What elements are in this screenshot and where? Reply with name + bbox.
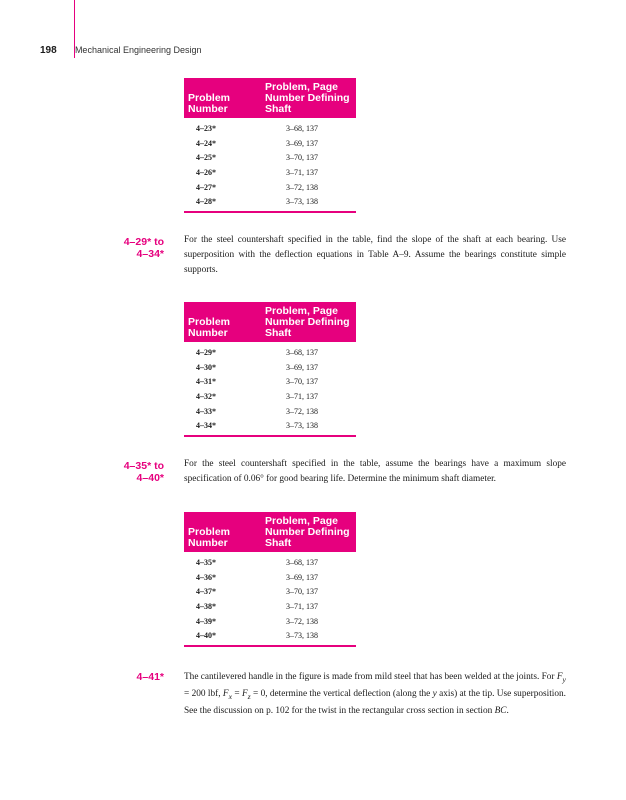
problem-number-cell: 4–37* — [196, 587, 216, 597]
problem-number-cell: 4–29* — [196, 348, 216, 357]
problem-label-4-35: 4–35* to 4–40* — [123, 460, 164, 484]
problem-number-cell: 4–39* — [196, 616, 216, 626]
reference-cell: 3–68, 137 — [286, 558, 318, 567]
table-row — [184, 181, 356, 196]
problem-number-cell: 4–32* — [196, 392, 216, 402]
table-row — [184, 137, 356, 152]
reference-cell: 3–70, 137 — [286, 153, 318, 163]
reference-cell: 3–72, 138 — [286, 616, 318, 626]
problem-text-4-35: For the steel countershaft specified in the table, assume the bearings have a maximum slope specification of 0.06° for good bearing life. Determine the minimum shaft diameter. — [184, 459, 566, 484]
force-fz: F — [241, 688, 248, 699]
header-problem-number: Problem Number — [188, 316, 231, 339]
page-number: 198 — [40, 45, 57, 56]
table-row — [184, 390, 356, 405]
problem-number-cell: 4–27* — [196, 182, 216, 192]
table-row — [184, 629, 356, 644]
header-problem-number: Problem Number — [188, 92, 231, 115]
problem-text-4-29: For the steel countershaft specified in the table, find the slope of the shaft at each bearing. Use superposition with the deflection equations in Table A–9. Assume the bearings constitute simple supports. — [184, 235, 566, 275]
table-bottom-rule — [184, 435, 356, 437]
table-row — [184, 375, 356, 390]
reference-cell: 3–72, 138 — [286, 406, 318, 416]
shaft-table-3 — [184, 512, 356, 647]
reference-cell: 3–73, 138 — [286, 421, 318, 431]
reference-cell: 3–68, 137 — [286, 348, 318, 357]
table-row — [184, 166, 356, 181]
reference-cell: 3–71, 137 — [286, 602, 318, 612]
table-row — [184, 419, 356, 434]
table-row — [184, 405, 356, 420]
table-header — [184, 302, 356, 342]
problem-number-cell: 4–23* — [196, 124, 216, 133]
problem-number-cell: 4–25* — [196, 153, 216, 163]
table-row — [184, 556, 356, 571]
problem-number-cell: 4–33* — [196, 406, 216, 416]
problem-number-cell: 4–36* — [196, 572, 216, 582]
table-row — [184, 122, 356, 137]
problem-number-cell: 4–34* — [196, 421, 216, 431]
problem-number-cell: 4–35* — [196, 558, 216, 567]
shaft-table-1 — [184, 78, 356, 213]
shaft-table-2 — [184, 302, 356, 437]
table-header — [184, 78, 356, 118]
header-page-defining-shaft: Problem, Page Number Defining Shaft — [265, 305, 350, 339]
force-fy: F — [556, 672, 563, 682]
table-row — [184, 195, 356, 210]
reference-cell: 3–69, 137 — [286, 572, 318, 582]
reference-cell: 3–69, 137 — [286, 138, 318, 148]
table-bottom-rule — [184, 645, 356, 647]
header-page-defining-shaft: Problem, Page Number Defining Shaft — [265, 81, 350, 115]
problem-label-4-29: 4–29* to 4–34* — [123, 236, 164, 260]
running-header — [40, 45, 202, 56]
reference-cell: 3–70, 137 — [286, 377, 318, 387]
table-row — [184, 346, 356, 361]
table-header — [184, 512, 356, 552]
table-row — [184, 615, 356, 630]
problem-number-cell: 4–30* — [196, 362, 216, 372]
problem-number-cell: 4–31* — [196, 377, 216, 387]
table-row — [184, 571, 356, 586]
reference-cell: 3–68, 137 — [286, 124, 318, 133]
force-fx: F — [222, 688, 229, 699]
header-page-defining-shaft: Problem, Page Number Defining Shaft — [265, 515, 350, 549]
reference-cell: 3–71, 137 — [286, 392, 318, 402]
problem-label-4-41: 4–41* — [136, 671, 164, 683]
reference-cell: 3–69, 137 — [286, 362, 318, 372]
table-bottom-rule — [184, 211, 356, 213]
problem-number-cell: 4–24* — [196, 138, 216, 148]
problem-number-cell: 4–26* — [196, 168, 216, 178]
table-row — [184, 600, 356, 615]
problem-number-cell: 4–28* — [196, 197, 216, 207]
reference-cell: 3–73, 138 — [286, 631, 318, 641]
header-problem-number: Problem Number — [188, 526, 231, 549]
table-row — [184, 151, 356, 166]
reference-cell: 3–72, 138 — [286, 182, 318, 192]
table-row — [184, 361, 356, 376]
problem-number-cell: 4–40* — [196, 631, 216, 641]
reference-cell: 3–73, 138 — [286, 197, 318, 207]
reference-cell: 3–70, 137 — [286, 587, 318, 597]
reference-cell: 3–71, 137 — [286, 168, 318, 178]
problem-text-4-41: The cantilevered handle in the figure is made from mild steel that has been welded at the joints. For $F_y = 200$ lbf, $F_x = F_z = 0$, determine the vertical deflection (along the y axis) at the tip. Use superposition. See the discussion on p. 102 for the twist in the rectangular cross section in section BC. — [184, 672, 566, 716]
problem-number-cell: 4–38* — [196, 602, 216, 612]
book-title: Mechanical Engineering Design — [74, 45, 202, 55]
table-row — [184, 585, 356, 600]
